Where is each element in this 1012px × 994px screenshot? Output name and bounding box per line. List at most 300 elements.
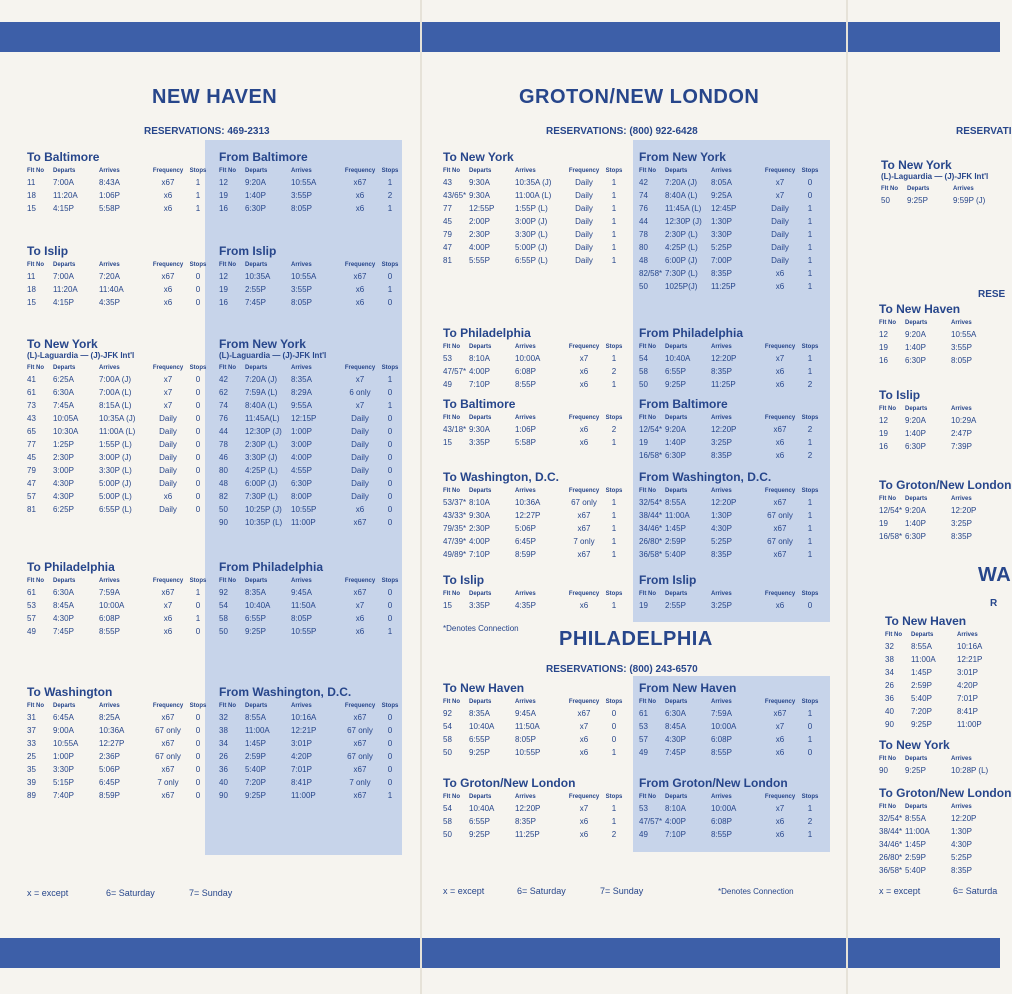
- frequency: x6: [775, 451, 785, 460]
- schedule-row: [881, 194, 1003, 207]
- arrives: 3:55P: [291, 191, 312, 200]
- stops-header: Stops: [801, 794, 819, 800]
- stops: 2: [807, 451, 813, 460]
- departs: 1:25P: [53, 440, 74, 449]
- arrives: 9:25A: [711, 191, 732, 200]
- frequency: x6: [775, 830, 785, 839]
- departs: 2:30P (L): [245, 440, 278, 449]
- flight-no-header: Flt No: [443, 794, 460, 800]
- flight-no: 49: [443, 380, 452, 389]
- arrives: 8:05P: [291, 614, 312, 623]
- departs: 2:59P: [245, 752, 266, 761]
- arrives: 5:58P: [99, 204, 120, 213]
- flight-no: 40: [885, 707, 894, 716]
- section-title: To New Haven: [879, 302, 961, 316]
- stops: 0: [195, 627, 201, 636]
- arrives-header: Arrives: [99, 262, 120, 268]
- stops: 0: [387, 778, 393, 787]
- arrives-header: Arrives: [953, 186, 974, 192]
- schedule-row: [885, 692, 1007, 705]
- stops: 1: [195, 614, 201, 623]
- departs: 9:20A: [905, 506, 926, 515]
- departs: 4:00P: [469, 537, 490, 546]
- stops: 0: [387, 492, 393, 501]
- frequency: x67: [577, 524, 591, 533]
- schedule-row: [443, 254, 625, 267]
- departs-header: Departs: [907, 186, 930, 192]
- schedule-row: [27, 586, 209, 599]
- schedule-row: [219, 373, 401, 386]
- stops: 0: [807, 722, 813, 731]
- stops: 0: [195, 375, 201, 384]
- stops: 0: [195, 427, 201, 436]
- departs: 2:30P: [469, 524, 490, 533]
- frequency: x6: [579, 817, 589, 826]
- schedule-row: [639, 509, 821, 522]
- departs: 8:55A: [665, 498, 686, 507]
- stops: 0: [807, 178, 813, 187]
- column-headers: [219, 167, 401, 176]
- arrives: 8:35A: [291, 375, 312, 384]
- schedule-row: [639, 241, 821, 254]
- departs: 5:40P: [245, 765, 266, 774]
- column-headers: [879, 495, 1011, 504]
- arrives: 7:00A (L): [99, 388, 132, 397]
- frequency: Daily: [159, 414, 177, 423]
- schedule-row: [219, 425, 401, 438]
- arrives: 3:30P (L): [515, 230, 548, 239]
- arrives: 1:06P: [99, 191, 120, 200]
- frequency: x7: [355, 375, 365, 384]
- flight-no: 50: [443, 830, 452, 839]
- stops: 1: [611, 537, 617, 546]
- departs: 9:30A: [469, 178, 490, 187]
- flight-no: 61: [639, 709, 648, 718]
- schedule-row: [443, 228, 625, 241]
- timetable-section: [879, 478, 1011, 543]
- schedule-row: [639, 707, 821, 720]
- frequency-header: Frequency: [344, 262, 376, 268]
- flight-no: 53: [639, 722, 648, 731]
- stops-header: Stops: [801, 488, 819, 494]
- frequency: x6: [355, 204, 365, 213]
- schedule-row: [27, 283, 209, 296]
- schedule-row: [443, 176, 625, 189]
- departs: 6:30P: [905, 532, 926, 541]
- departs-header: Departs: [53, 262, 76, 268]
- flight-no: 40: [219, 778, 228, 787]
- stops-header: Stops: [801, 415, 819, 421]
- arrives: 7:01P: [291, 765, 312, 774]
- column-headers: [443, 590, 625, 599]
- schedule-row: [639, 202, 821, 215]
- flight-no: 61: [27, 588, 36, 597]
- schedule-row: [219, 503, 401, 516]
- arrives: 7:00A (J): [99, 375, 132, 384]
- arrives: 5:06P: [99, 765, 120, 774]
- stops: 0: [195, 492, 201, 501]
- departs: 9:25P: [665, 380, 686, 389]
- frequency: 67 only: [767, 537, 793, 546]
- arrives: 10:16A: [957, 642, 983, 651]
- arrives: 11:50A: [291, 601, 316, 610]
- schedule-row: [27, 176, 209, 189]
- flight-no: 12: [219, 272, 228, 281]
- stops: 1: [807, 537, 813, 546]
- flight-no: 36: [885, 694, 894, 703]
- schedule-row: [219, 776, 401, 789]
- stops: 0: [195, 791, 201, 800]
- departs: 10:40A: [665, 354, 691, 363]
- departs: 2:55P: [245, 285, 266, 294]
- stops: 1: [807, 830, 813, 839]
- schedule-row: [639, 828, 821, 841]
- stops: 1: [807, 498, 813, 507]
- arrives: 11:00A (L): [515, 191, 552, 200]
- arrives: 11:25P: [711, 282, 736, 291]
- stops-header: Stops: [605, 591, 623, 597]
- arrives: 12:20P: [711, 498, 737, 507]
- departs: 4:15P: [53, 298, 74, 307]
- timetable-section: [443, 470, 625, 561]
- departs-header: Departs: [245, 365, 268, 371]
- departs-header: Departs: [911, 632, 934, 638]
- column-headers: [879, 405, 1001, 414]
- flight-no-header: Flt No: [27, 365, 44, 371]
- flight-no: 25: [27, 752, 36, 761]
- schedule-row: [443, 535, 625, 548]
- departs: 6:55P: [665, 367, 686, 376]
- departs-header: Departs: [905, 756, 928, 762]
- flight-no: 57: [639, 735, 648, 744]
- stops-header: Stops: [381, 578, 399, 584]
- departs: 10:35P (L): [245, 518, 283, 527]
- frequency: x6: [775, 438, 785, 447]
- reservations-phone: RESE: [978, 289, 1006, 300]
- column-headers: [879, 755, 1001, 764]
- departs: 7:45P: [245, 298, 266, 307]
- arrives: 10:00A: [515, 354, 541, 363]
- departs: 1:40P: [905, 519, 926, 528]
- stops: 0: [387, 388, 393, 397]
- fold-line: [846, 0, 848, 994]
- stops: 0: [195, 401, 201, 410]
- frequency: x6: [579, 425, 589, 434]
- arrives: 12:20P: [951, 814, 977, 823]
- departs: 2:59P: [905, 853, 926, 862]
- schedule-row: [443, 707, 625, 720]
- departs: 8:40A (L): [245, 401, 278, 410]
- flight-no: 43/65*: [443, 191, 467, 200]
- departs: 2:59P: [911, 681, 932, 690]
- frequency: x6: [163, 614, 173, 623]
- frequency: x6: [579, 748, 589, 757]
- frequency: x7: [775, 178, 785, 187]
- stops: 0: [611, 735, 617, 744]
- stops: 0: [387, 739, 393, 748]
- flight-no-header: Flt No: [27, 578, 44, 584]
- stops: 1: [387, 285, 393, 294]
- timetable-section: [443, 150, 625, 267]
- arrives: 11:00P: [957, 720, 982, 729]
- legend-connection: *Denotes Connection: [718, 887, 794, 896]
- departs: 9:25P: [469, 748, 490, 757]
- departs: 9:20A: [665, 425, 686, 434]
- departs: 4:15P: [53, 204, 74, 213]
- departs: 6:30P: [905, 442, 926, 451]
- timetable-section: [27, 244, 209, 309]
- departs-header: Departs: [905, 320, 928, 326]
- schedule-row: [219, 399, 401, 412]
- arrives: 10:00A: [711, 804, 737, 813]
- departs: 12:55P: [469, 204, 495, 213]
- arrives: 8:05P: [291, 204, 312, 213]
- flight-no: 26: [219, 752, 228, 761]
- arrives: 8:05A: [711, 178, 732, 187]
- stops: 0: [387, 518, 393, 527]
- flight-no: 42: [639, 178, 648, 187]
- stops: 2: [611, 830, 617, 839]
- flight-no: 43: [27, 414, 36, 423]
- arrives: 3:25P: [711, 438, 732, 447]
- stops: 0: [611, 722, 617, 731]
- arrives-header: Arrives: [291, 703, 312, 709]
- flight-no: 78: [219, 440, 228, 449]
- stops: 1: [807, 217, 813, 226]
- schedule-row: [639, 215, 821, 228]
- schedule-row: [443, 733, 625, 746]
- flight-no-header: Flt No: [879, 496, 896, 502]
- departs: 1:45P: [245, 739, 266, 748]
- flight-no-header: Flt No: [639, 591, 656, 597]
- timetable-section: [443, 397, 625, 449]
- column-headers: [27, 364, 209, 373]
- flight-no: 78: [639, 230, 648, 239]
- flight-no: 49: [639, 830, 648, 839]
- flight-no: 39: [27, 778, 36, 787]
- stops: 0: [807, 748, 813, 757]
- flight-no: 81: [443, 256, 452, 265]
- departs: 7:10P: [469, 550, 490, 559]
- frequency-header: Frequency: [344, 168, 376, 174]
- flight-no-header: Flt No: [219, 262, 236, 268]
- schedule-row: [879, 825, 1011, 838]
- frequency: x7: [163, 388, 173, 397]
- flight-no: 45: [27, 453, 36, 462]
- flight-no: 18: [27, 191, 36, 200]
- frequency: Daily: [575, 256, 593, 265]
- flight-no: 79: [27, 466, 36, 475]
- stops: 1: [611, 178, 617, 187]
- timetable-section: [219, 150, 401, 215]
- frequency: x6: [163, 492, 173, 501]
- frequency-header: Frequency: [568, 415, 600, 421]
- frequency: x6: [775, 380, 785, 389]
- schedule-row: [27, 711, 209, 724]
- stops: 1: [611, 524, 617, 533]
- flight-no-header: Flt No: [443, 415, 460, 421]
- stops: 1: [387, 401, 393, 410]
- frequency: x6: [579, 830, 589, 839]
- arrives: 8:59P: [515, 550, 536, 559]
- departs-header: Departs: [53, 703, 76, 709]
- schedule-row: [639, 189, 821, 202]
- flight-no: 79: [443, 230, 452, 239]
- schedule-row: [219, 176, 401, 189]
- stops: 0: [387, 614, 393, 623]
- arrives: 11:40A: [99, 285, 124, 294]
- flight-no: 19: [639, 601, 648, 610]
- departs: 1:00P: [53, 752, 74, 761]
- frequency: x7: [775, 354, 785, 363]
- flight-no: 15: [27, 204, 36, 213]
- schedule-row: [443, 496, 625, 509]
- flight-no: 65: [27, 427, 36, 436]
- frequency: x67: [161, 272, 175, 281]
- arrives: 4:35P: [99, 298, 120, 307]
- arrives: 9:45A: [515, 709, 536, 718]
- schedule-row: [879, 517, 1011, 530]
- schedule-row: [219, 270, 401, 283]
- frequency: 67 only: [155, 752, 181, 761]
- frequency: x67: [353, 765, 367, 774]
- frequency: x6: [163, 204, 173, 213]
- arrives-header: Arrives: [957, 632, 978, 638]
- stops: 2: [611, 367, 617, 376]
- stops: 0: [195, 298, 201, 307]
- column-headers: [219, 702, 401, 711]
- timetable-section: [639, 397, 821, 462]
- schedule-row: [219, 438, 401, 451]
- arrives: 1:06P: [515, 425, 536, 434]
- timetable-section: [27, 560, 209, 638]
- stops: 1: [611, 498, 617, 507]
- departs: 8:55A: [911, 642, 932, 651]
- arrives-header: Arrives: [711, 488, 732, 494]
- stops: 1: [611, 380, 617, 389]
- stops: 1: [611, 191, 617, 200]
- departs: 6:30A: [53, 388, 74, 397]
- frequency: x7: [163, 375, 173, 384]
- frequency: Daily: [351, 427, 369, 436]
- flight-no: 32: [885, 642, 894, 651]
- stops: 1: [611, 256, 617, 265]
- frequency: x6: [579, 367, 589, 376]
- departs-header: Departs: [905, 496, 928, 502]
- schedule-row: [219, 599, 401, 612]
- arrives: 8:55P: [99, 627, 120, 636]
- flight-no-header: Flt No: [639, 415, 656, 421]
- stops: 0: [195, 388, 201, 397]
- frequency-header: Frequency: [152, 262, 184, 268]
- departs-header: Departs: [665, 415, 688, 421]
- departs: 9:25P: [907, 196, 928, 205]
- schedule-row: [879, 341, 1001, 354]
- frequency: 67 only: [347, 752, 373, 761]
- frequency: x6: [163, 191, 173, 200]
- arrives: 11:00A (L): [99, 427, 136, 436]
- arrives: 3:55P: [291, 285, 312, 294]
- schedule-row: [27, 296, 209, 309]
- arrives: 8:35P: [711, 367, 732, 376]
- section-title: From Washington, D.C.: [219, 685, 352, 699]
- column-headers: [639, 167, 821, 176]
- section-title: To Groton/New London: [879, 478, 1012, 492]
- frequency-header: Frequency: [568, 794, 600, 800]
- departs: 9:00A: [53, 726, 74, 735]
- stops-header: Stops: [381, 168, 399, 174]
- stops: 0: [195, 414, 201, 423]
- schedule-row: [639, 176, 821, 189]
- arrives: 8:43A: [99, 178, 120, 187]
- stops: 2: [387, 191, 393, 200]
- stops: 1: [807, 550, 813, 559]
- schedule-row: [879, 328, 1001, 341]
- frequency-header: Frequency: [344, 365, 376, 371]
- frequency: 67 only: [571, 498, 597, 507]
- frequency: x6: [163, 285, 173, 294]
- schedule-row: [443, 436, 625, 449]
- frequency: 7 only: [349, 778, 371, 787]
- frequency: Daily: [159, 479, 177, 488]
- frequency: x67: [577, 550, 591, 559]
- flight-no: 80: [219, 466, 228, 475]
- frequency: x7: [355, 601, 365, 610]
- frequency: x6: [775, 282, 785, 291]
- arrives-header: Arrives: [99, 703, 120, 709]
- arrives: 8:55P: [515, 380, 536, 389]
- arrives: 12:45P: [711, 204, 737, 213]
- flight-no: 38: [219, 726, 228, 735]
- departs-header: Departs: [245, 578, 268, 584]
- city-title: NEW HAVEN: [152, 86, 278, 108]
- schedule-row: [443, 802, 625, 815]
- departs: 9:30A: [469, 511, 490, 520]
- schedule-row: [27, 789, 209, 802]
- flight-no: 12: [879, 416, 888, 425]
- flight-no: 19: [879, 429, 888, 438]
- arrives: 10:55A: [291, 178, 317, 187]
- departs: 6:00P (J): [245, 479, 278, 488]
- arrives: 4:20P: [291, 752, 312, 761]
- arrives-header: Arrives: [951, 406, 972, 412]
- arrives: 10:55P: [291, 627, 317, 636]
- departs: 7:45P: [53, 627, 74, 636]
- arrives: 12:27P: [515, 511, 541, 520]
- stops: 1: [387, 627, 393, 636]
- departs: 8:10A: [665, 804, 686, 813]
- departs: 6:55P: [469, 735, 490, 744]
- flight-no: 89: [27, 791, 36, 800]
- flight-no: 49/89*: [443, 550, 467, 559]
- schedule-row: [885, 666, 1007, 679]
- timetable-section: [443, 776, 625, 841]
- departs: 9:20A: [905, 330, 926, 339]
- frequency: Daily: [771, 256, 789, 265]
- arrives: 11:00P: [291, 791, 316, 800]
- column-headers: [219, 577, 401, 586]
- stops: 1: [611, 217, 617, 226]
- timetable-section: [879, 388, 1001, 453]
- schedule-row: [27, 412, 209, 425]
- flight-no: 54: [639, 354, 648, 363]
- departs: 7:45A: [53, 401, 74, 410]
- departs: 11:00A: [905, 827, 930, 836]
- schedule-row: [27, 763, 209, 776]
- section-title: To Baltimore: [27, 150, 100, 164]
- frequency: Daily: [351, 492, 369, 501]
- section-title: From Washington, D.C.: [639, 470, 772, 484]
